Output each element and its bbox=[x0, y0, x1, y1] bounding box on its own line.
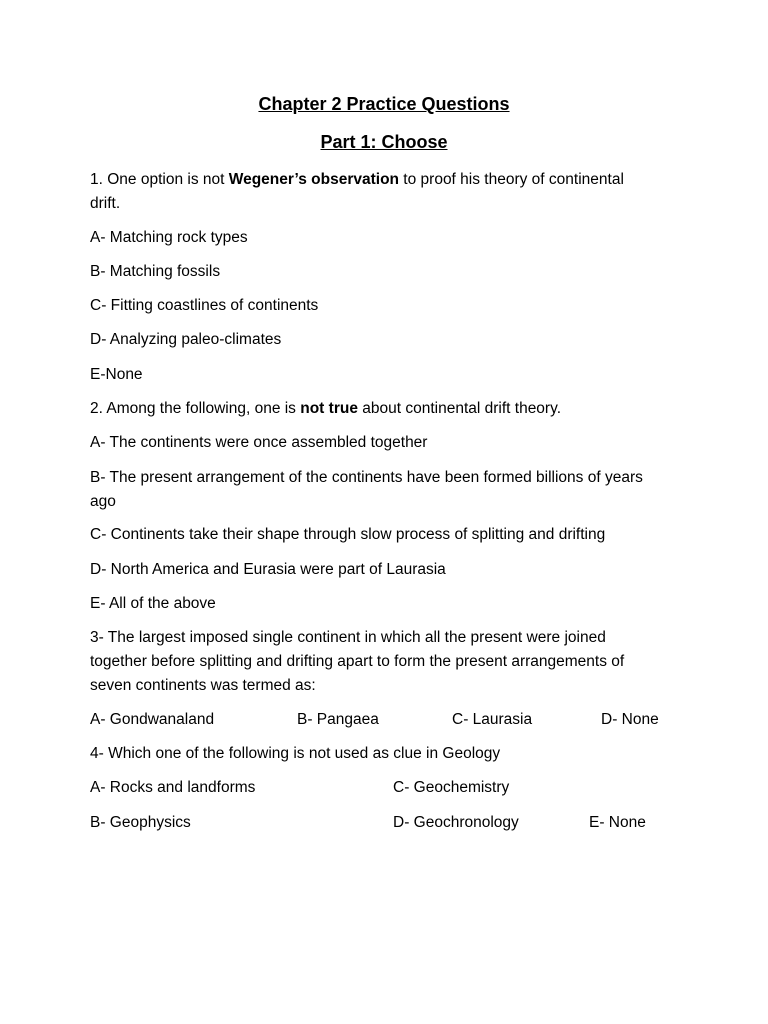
q3-option-d: D- None bbox=[601, 711, 659, 728]
section-heading: Part 1: Choose bbox=[320, 132, 448, 152]
q2-option-d: D- North America and Eurasia were part of Laurasia bbox=[90, 561, 446, 578]
q4-option-b: B- Geophysics bbox=[90, 814, 191, 831]
q4-option-c: C- Geochemistry bbox=[393, 779, 510, 796]
q2-option-b-cont: ago bbox=[90, 493, 116, 510]
q1-option-a: A- Matching rock types bbox=[90, 229, 248, 246]
q3-option-b: B- Pangaea bbox=[297, 711, 379, 728]
question-3-text-cont-1: together before splitting and drifting apart to form the present arrangements of bbox=[90, 653, 625, 670]
q1-option-b: B- Matching fossils bbox=[90, 263, 221, 280]
question-1-text: 1. One option is not Wegener’s observation to proof his theory of continental bbox=[90, 171, 624, 188]
q3-option-a: A- Gondwanaland bbox=[90, 711, 215, 728]
q1-option-c: C- Fitting coastlines of continents bbox=[90, 297, 319, 314]
question-3-text-cont-2: seven continents was termed as: bbox=[90, 677, 316, 694]
question-4-text: 4- Which one of the following is not used as clue in Geology bbox=[90, 745, 501, 762]
q2-option-e: E- All of the above bbox=[90, 595, 216, 612]
question-1-text-cont: drift. bbox=[90, 195, 121, 212]
q4-option-d: D- Geochronology bbox=[393, 814, 519, 831]
q1-option-d: D- Analyzing paleo-climates bbox=[90, 331, 282, 348]
question-3-text: 3- The largest imposed single continent in which all the present were joined bbox=[90, 629, 606, 646]
page-title: Chapter 2 Practice Questions bbox=[258, 94, 510, 114]
q3-option-c: C- Laurasia bbox=[452, 711, 533, 728]
q2-option-c: C- Continents take their shape through slow process of splitting and drifting bbox=[90, 526, 606, 543]
q4-option-a: A- Rocks and landforms bbox=[90, 779, 256, 796]
question-2-text: 2. Among the following, one is not true about continental drift theory. bbox=[90, 400, 561, 417]
q2-option-a: A- The continents were once assembled together bbox=[90, 434, 428, 451]
q1-option-e: E-None bbox=[90, 366, 143, 383]
q4-option-e: E- None bbox=[589, 814, 646, 831]
q2-option-b: B- The present arrangement of the continents have been formed billions of years bbox=[90, 469, 643, 486]
